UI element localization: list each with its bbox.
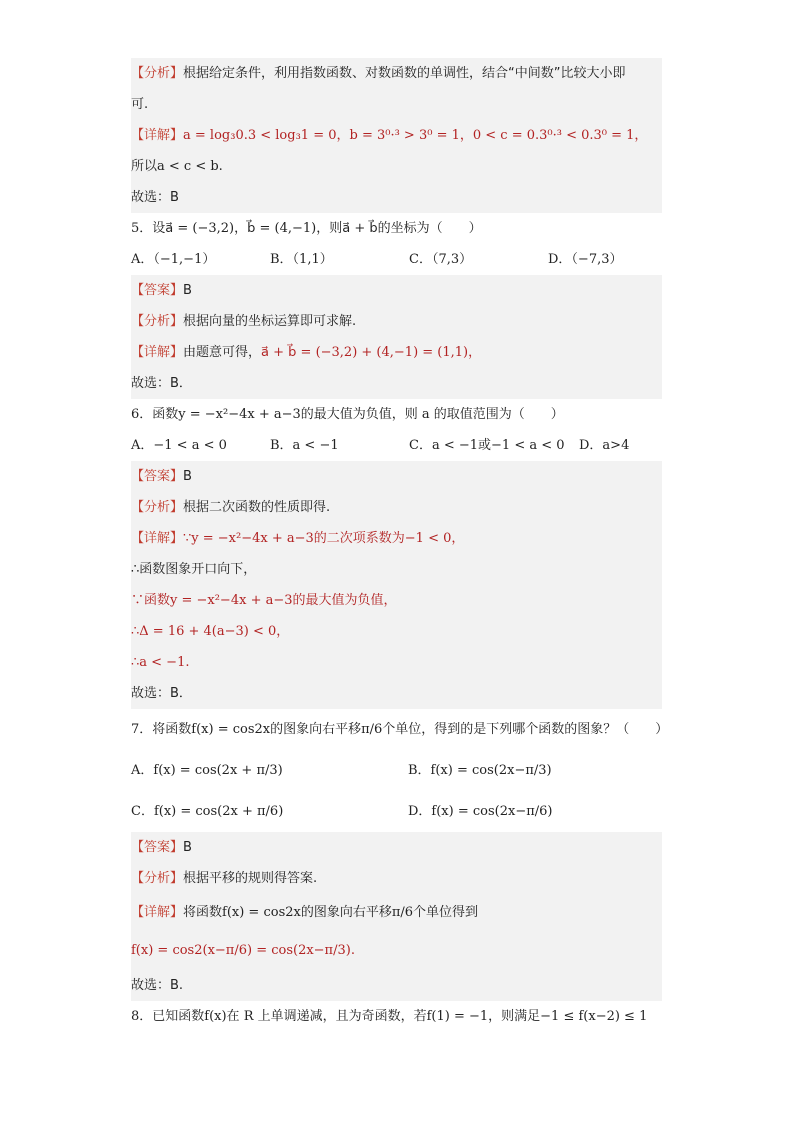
q7-option-b: B．f(x) = cos(2x−π/3) <box>408 763 552 778</box>
q4-choice: 故选：B <box>131 190 179 205</box>
q4-analysis-line-2 <box>131 89 662 120</box>
q7-detail-2: f(x) = cos2(x−π/6) = cos(2x−π/3). <box>131 943 355 958</box>
q6-stem-text: 6．函数y = −x²−4x + a−3的最大值为负值，则 a 的取值范围为（ ） <box>131 407 564 422</box>
q6-solution-block <box>131 461 662 709</box>
q5-choice: 故选：B． <box>131 376 192 391</box>
q7-option-a: A．f(x) = cos(2x + π/3) <box>131 763 283 778</box>
detail-tag: 【详解】 <box>131 905 184 920</box>
q8-stem-text: 8．已知函数f(x)在 R 上单调递减，且为奇函数，若f(1) = −1，则满足−1 ≤ f(x−2) ≤ 1 <box>131 1009 648 1024</box>
q5-detail-prefix: 由题意可得， <box>183 345 262 360</box>
q4-analysis-line <box>131 58 662 89</box>
analysis-tag: 【分析】 <box>131 66 184 81</box>
answer-tag: 【答案】 <box>131 469 184 484</box>
q7-analysis: 根据平移的规则得答案. <box>183 871 318 886</box>
q6-detail-1: ∵y = −x²−4x + a−3的二次项系数为−1 < 0， <box>183 531 465 546</box>
q5-option-c: C．（7,3） <box>409 252 473 267</box>
q6-detail-line-4 <box>131 616 662 647</box>
q5-analysis-line <box>131 306 662 337</box>
q6-detail-line-1 <box>131 523 662 554</box>
q4-analysis-text-2: 可. <box>131 97 149 112</box>
q7-detail-1: 将函数f(x) = cos2x的图象向右平移π/6个单位得到 <box>183 905 479 920</box>
q7-options-row-2 <box>131 791 662 832</box>
q7-stem-text: 7．将函数f(x) = cos2x的图象向右平移π/6个单位，得到的是下列哪个函数的图象？（ ） <box>131 722 669 737</box>
q7-options-row-1 <box>131 750 662 791</box>
q6-detail-line-5 <box>131 647 662 678</box>
q5-detail-math: a⃗ + b⃗ = (−3,2) + (4,−1) = (1,1)， <box>261 345 482 360</box>
q7-detail-line-1 <box>131 894 662 932</box>
q5-choice-line <box>131 368 662 399</box>
q5-option-b: B．（1,1） <box>270 252 333 267</box>
q6-stem <box>131 399 662 430</box>
q7-option-d: D．f(x) = cos(2x−π/6) <box>408 804 553 819</box>
q4-conclusion: 所以a < c < b. <box>131 159 223 174</box>
detail-tag: 【详解】 <box>131 531 184 546</box>
q6-option-c: C．a < −1或−1 < a < 0 <box>409 438 565 453</box>
q6-answer: B <box>183 469 192 484</box>
q6-option-b: B．a < −1 <box>270 438 339 453</box>
q5-option-d: D．（−7,3） <box>548 252 623 267</box>
q7-answer-line <box>131 832 662 863</box>
q6-detail-line-2 <box>131 554 662 585</box>
q8-stem <box>131 1001 662 1032</box>
q7-answer: B <box>183 840 192 855</box>
q7-analysis-line <box>131 863 662 894</box>
q5-answer: B <box>183 283 192 298</box>
q6-detail-5: ∴a < −1. <box>131 655 190 670</box>
q5-stem <box>131 213 662 244</box>
q4-detail-math: a = log₃0.3 < log₃1 = 0，b = 3⁰·³ > 3⁰ = 1，0 < c = 0.3⁰·³ < 0.3⁰ = 1， <box>183 128 648 143</box>
q5-detail-line <box>131 337 662 368</box>
q6-analysis-line <box>131 492 662 523</box>
q5-solution-block <box>131 275 662 399</box>
q4-analysis-text: 根据给定条件，利用指数函数、对数函数的单调性，结合“中间数”比较大小即 <box>183 66 626 81</box>
q6-option-a: A．−1 < a < 0 <box>131 438 227 453</box>
q6-option-d: D．a>4 <box>579 438 630 453</box>
q4-conclusion-line <box>131 151 662 182</box>
q4-choice-line <box>131 182 662 213</box>
q6-detail-line-3 <box>131 585 662 616</box>
q7-choice: 故选：B. <box>131 978 184 993</box>
q6-detail-4: ∴Δ = 16 + 4(a−3) < 0， <box>131 624 290 639</box>
detail-tag: 【详解】 <box>131 128 184 143</box>
analysis-tag: 【分析】 <box>131 500 184 515</box>
analysis-tag: 【分析】 <box>131 314 184 329</box>
analysis-tag: 【分析】 <box>131 871 184 886</box>
detail-tag: 【详解】 <box>131 345 184 360</box>
q4-solution-block <box>131 58 662 213</box>
document-page <box>131 58 669 1032</box>
q7-detail-line-2 <box>131 932 662 970</box>
q6-choice-line <box>131 678 662 709</box>
q4-detail-line <box>131 120 662 151</box>
q6-answer-line <box>131 461 662 492</box>
q5-option-a: A．（−1,−1） <box>131 252 216 267</box>
q5-analysis: 根据向量的坐标运算即可求解. <box>183 314 357 329</box>
q5-options <box>131 244 662 275</box>
q6-analysis: 根据二次函数的性质即得. <box>183 500 331 515</box>
q7-choice-line <box>131 970 662 1001</box>
answer-tag: 【答案】 <box>131 283 184 298</box>
answer-tag: 【答案】 <box>131 840 184 855</box>
q5-stem-text: 5．设a⃗ = (−3,2)，b⃗ = (4,−1)，则a⃗ + b⃗的坐标为（ ） <box>131 221 482 236</box>
q6-detail-3: ∵函数y = −x²−4x + a−3的最大值为负值， <box>131 593 397 608</box>
q7-solution-block <box>131 832 662 1001</box>
q6-detail-2: ∴函数图象开口向下， <box>131 562 257 577</box>
q7-option-c: C．f(x) = cos(2x + π/6) <box>131 804 284 819</box>
q7-stem <box>131 709 669 750</box>
q6-choice: 故选：B． <box>131 686 192 701</box>
q5-answer-line <box>131 275 662 306</box>
q6-options <box>131 430 662 461</box>
